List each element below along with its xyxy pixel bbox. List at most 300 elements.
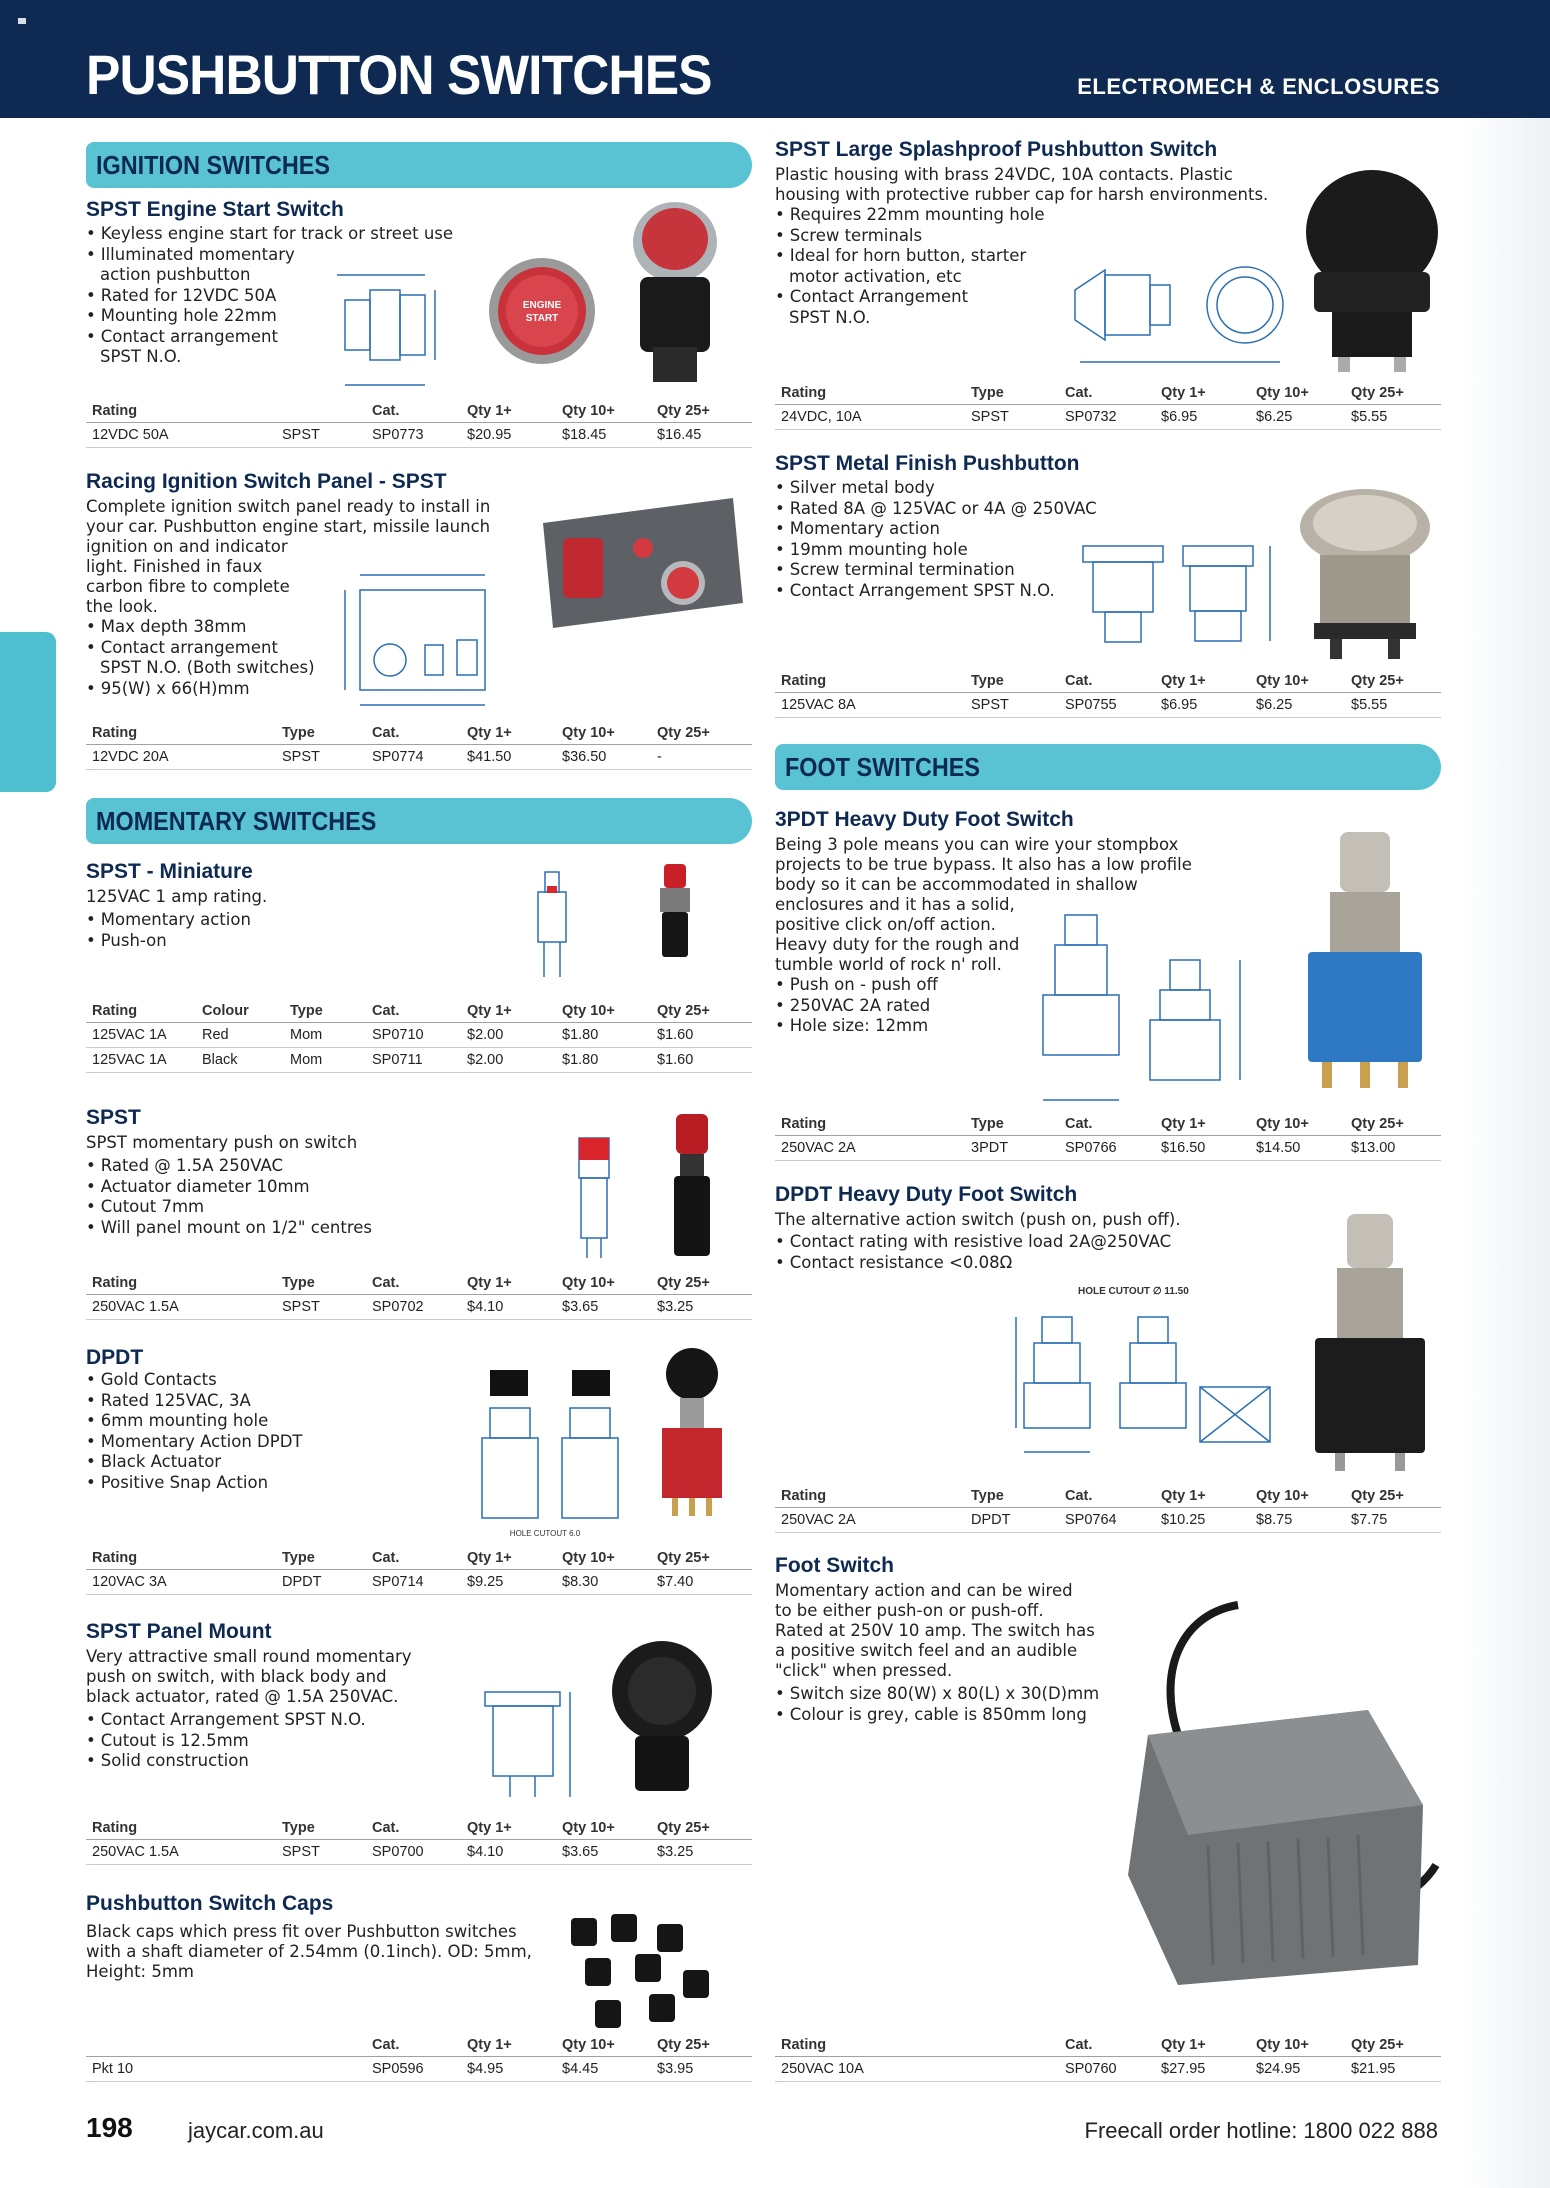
table-row — [86, 422, 752, 447]
table-cell: $7.40 — [651, 1569, 752, 1594]
table-cell: - — [651, 744, 752, 769]
table-cell: $3.65 — [556, 1839, 651, 1864]
table-cell: $5.55 — [1345, 692, 1441, 717]
spec-table-spst-miniature — [86, 998, 752, 1073]
desc-line: Very attractive small round momentary — [86, 1647, 412, 1666]
col-header: Type — [965, 1111, 1059, 1135]
table-row — [775, 1507, 1441, 1532]
table-cell: 12VDC 50A — [86, 422, 276, 447]
table-cell: $4.10 — [461, 1839, 556, 1864]
table-cell: SP0700 — [366, 1839, 461, 1864]
col-header: Qty 1+ — [1155, 1111, 1250, 1135]
table-cell: $41.50 — [461, 744, 556, 769]
bullet: • Contact arrangement — [86, 638, 752, 659]
col-header — [276, 398, 366, 422]
table-cell: $4.45 — [556, 2056, 651, 2081]
product-title: SPST Panel Mount — [86, 1620, 272, 1643]
product-title: SPST Engine Start Switch — [86, 198, 344, 221]
table-cell: Mom — [284, 1022, 366, 1047]
table-row — [775, 692, 1441, 717]
desc-line: Being 3 pole means you can wire your stompbox — [775, 835, 1179, 854]
col-header: Qty 10+ — [1250, 1483, 1345, 1507]
table-cell: $9.25 — [461, 1569, 556, 1594]
table-row — [86, 1569, 752, 1594]
site-link[interactable]: jaycar.com.au — [188, 2118, 324, 2143]
col-header: Type — [965, 1483, 1059, 1507]
table-cell: 250VAC 2A — [775, 1507, 965, 1532]
bullet: • Black Actuator — [86, 1452, 752, 1473]
bullet: • Illuminated momentary — [86, 245, 752, 266]
col-header: Qty 10+ — [556, 398, 651, 422]
bullet: • Momentary action — [775, 519, 1441, 540]
table-cell: Black — [196, 1047, 284, 1072]
table-cell: SP0760 — [1059, 2056, 1155, 2081]
table-cell: 125VAC 8A — [775, 692, 965, 717]
table-cell: $3.25 — [651, 1294, 752, 1319]
product-title: Foot Switch — [775, 1554, 894, 1577]
bullet: • Silver metal body — [775, 478, 1441, 499]
col-header: Rating — [86, 1815, 276, 1839]
desc-line: your car. Pushbutton engine start, missile launch — [86, 517, 491, 536]
page-title: PUSHBUTTON SWITCHES — [86, 43, 712, 106]
bullet: • Rated @ 1.5A 250VAC — [86, 1156, 752, 1177]
table-cell: SP0764 — [1059, 1507, 1155, 1532]
table-cell: SPST — [276, 422, 366, 447]
col-header: Cat. — [1059, 380, 1155, 404]
desc-line: Heavy duty for the rough and — [775, 935, 1020, 954]
desc-line: push on switch, with black body and — [86, 1667, 387, 1686]
table-cell — [276, 2056, 366, 2081]
col-header: Rating — [775, 2032, 965, 2056]
side-tab — [0, 632, 56, 792]
col-header: Type — [276, 1545, 366, 1569]
spec-table-foot-dpdt — [775, 1483, 1441, 1533]
bullet-list — [86, 1156, 752, 1238]
caps-image — [565, 1910, 720, 2035]
table-cell: $3.25 — [651, 1839, 752, 1864]
dpdt-diagram — [460, 1368, 630, 1540]
col-header: Rating — [775, 668, 965, 692]
col-header: Type — [284, 998, 366, 1022]
bullet: • Positive Snap Action — [86, 1473, 752, 1494]
spec-table-caps — [86, 2032, 752, 2082]
spst-diagram — [565, 1108, 625, 1268]
table-cell: $5.55 — [1345, 404, 1441, 429]
col-header: Qty 10+ — [1250, 1111, 1345, 1135]
desc-line: positive click on/off action. — [775, 915, 996, 934]
col-header: Cat. — [366, 2032, 461, 2056]
col-header: Type — [276, 1270, 366, 1294]
col-header: Qty 10+ — [556, 1270, 651, 1294]
table-cell: $13.00 — [1345, 1135, 1441, 1160]
table-cell: $3.95 — [651, 2056, 752, 2081]
col-header: Rating — [775, 1111, 965, 1135]
table-cell: SPST — [965, 404, 1059, 429]
product-description: 125VAC 1 amp rating. — [86, 887, 268, 906]
col-header: Qty 25+ — [651, 2032, 752, 2056]
page-number: 198 — [86, 2112, 133, 2143]
desc-line: Complete ignition switch panel ready to install in — [86, 497, 491, 516]
bullet: • Max depth 38mm — [86, 617, 752, 638]
table-cell: 250VAC 1.5A — [86, 1839, 276, 1864]
desc-line: Height: 5mm — [86, 1962, 194, 1981]
col-header: Qty 10+ — [556, 1815, 651, 1839]
bullet: • Gold Contacts — [86, 1370, 752, 1391]
desc-line: a positive switch feel and an audible — [775, 1641, 1078, 1660]
col-header: Cat. — [1059, 2032, 1155, 2056]
table-cell: Red — [196, 1022, 284, 1047]
table-cell: DPDT — [276, 1569, 366, 1594]
table-cell: 125VAC 1A — [86, 1022, 196, 1047]
desc-line: projects to be true bypass. It also has a low profile — [775, 855, 1192, 874]
col-header: Rating — [86, 1270, 276, 1294]
table-cell: $2.00 — [461, 1022, 556, 1047]
bullet: • Cutout 7mm — [86, 1197, 752, 1218]
col-header: Qty 1+ — [461, 2032, 556, 2056]
splashproof-image — [1300, 162, 1445, 377]
spec-table-spst — [86, 1270, 752, 1320]
table-cell: 250VAC 1.5A — [86, 1294, 276, 1319]
bullet: • Hole size: 12mm — [775, 1016, 1441, 1037]
product-title: SPST - Miniature — [86, 860, 253, 883]
bullet: • 250VAC 2A rated — [775, 996, 1441, 1017]
table-cell: $16.50 — [1155, 1135, 1250, 1160]
bullet: • Screw terminals — [775, 226, 1441, 247]
panel-mount-image — [605, 1636, 720, 1796]
bullet: • Cutout is 12.5mm — [86, 1731, 752, 1752]
col-header: Cat. — [366, 398, 461, 422]
col-header: Qty 25+ — [651, 998, 752, 1022]
spec-table-splashproof — [775, 380, 1441, 430]
col-header: Qty 1+ — [461, 398, 556, 422]
desc-line: housing with protective rubber cap for harsh environments. — [775, 185, 1269, 204]
table-cell: $4.10 — [461, 1294, 556, 1319]
bullet: SPST N.O. (Both switches) — [100, 658, 315, 677]
engine-start-switch-image — [625, 197, 725, 387]
table-cell: SP0711 — [366, 1047, 461, 1072]
panel-mount-diagram — [475, 1672, 585, 1812]
spst-image — [668, 1112, 716, 1262]
col-header: Qty 25+ — [651, 398, 752, 422]
col-header: Rating — [86, 720, 276, 744]
table-cell: $24.95 — [1250, 2056, 1345, 2081]
spec-table-foot-3pdt — [775, 1111, 1441, 1161]
table-cell: SP0732 — [1059, 404, 1155, 429]
col-header: Qty 25+ — [1345, 1483, 1441, 1507]
product-title: SPST — [86, 1106, 141, 1129]
col-header: Qty 10+ — [556, 2032, 651, 2056]
spst-miniature-diagram — [520, 852, 590, 992]
table-cell: SP0596 — [366, 2056, 461, 2081]
product-description: SPST momentary push on switch — [86, 1133, 358, 1152]
desc-line: enclosures and it has a solid, — [775, 895, 1015, 914]
desc-line: Black caps which press fit over Pushbutton switches — [86, 1922, 517, 1941]
table-cell: $6.95 — [1155, 404, 1250, 429]
image-label: START — [525, 313, 559, 324]
table-row — [775, 1135, 1441, 1160]
bullet: • Colour is grey, cable is 850mm long — [775, 1705, 1441, 1726]
col-header: Rating — [86, 998, 196, 1022]
col-header: Type — [965, 380, 1059, 404]
col-header: Qty 10+ — [556, 998, 651, 1022]
desc-line: tumble world of rock n' roll. — [775, 955, 1002, 974]
table-row — [86, 1839, 752, 1864]
table-row — [86, 1294, 752, 1319]
bullet: • Switch size 80(W) x 80(L) x 30(D)mm — [775, 1684, 1441, 1705]
metal-finish-diagram — [1075, 528, 1305, 663]
bullet: • Actuator diameter 10mm — [86, 1177, 752, 1198]
bullet: • Mounting hole 22mm — [86, 306, 752, 327]
engine-start-diagram — [325, 255, 465, 395]
product-title: DPDT — [86, 1346, 144, 1369]
col-header: Qty 1+ — [1155, 380, 1250, 404]
bullet: • Rated 8A @ 125VAC or 4A @ 250VAC — [775, 499, 1441, 520]
menu-icon[interactable] — [18, 18, 26, 24]
bullet: • Contact resistance <0.08Ω — [775, 1253, 1441, 1274]
col-header: Cat. — [1059, 668, 1155, 692]
col-header — [276, 2032, 366, 2056]
desc-line: carbon fibre to complete — [86, 577, 290, 596]
bullet: • Requires 22mm mounting hole — [775, 205, 1441, 226]
table-row — [86, 2056, 752, 2081]
desc-line: Rated at 250V 10 amp. The switch has — [775, 1621, 1095, 1640]
foot-dpdt-diagram — [1000, 1282, 1275, 1482]
bullet: • 95(W) x 66(H)mm — [86, 679, 752, 700]
col-header: Qty 1+ — [1155, 1483, 1250, 1507]
desc-line: with a shaft diameter of 2.54mm (0.1inch). OD: 5mm, — [86, 1942, 532, 1961]
bullet: • Will panel mount on 1/2" centres — [86, 1218, 752, 1239]
desc-line: body so it can be accommodated in shallow — [775, 875, 1138, 894]
col-header: Qty 25+ — [651, 720, 752, 744]
bullet: • Contact Arrangement — [775, 287, 1441, 308]
table-cell: SPST — [276, 1839, 366, 1864]
col-header: Rating — [86, 398, 276, 422]
table-cell: $36.50 — [556, 744, 651, 769]
table-cell: $6.95 — [1155, 692, 1250, 717]
table-cell: $7.75 — [1345, 1507, 1441, 1532]
table-cell: $1.60 — [651, 1022, 752, 1047]
col-header: Qty 1+ — [1155, 2032, 1250, 2056]
table-cell: SP0774 — [366, 744, 461, 769]
bullet: • Screw terminal termination — [775, 560, 1441, 581]
bullet: • Push on - push off — [775, 975, 1441, 996]
product-title: Pushbutton Switch Caps — [86, 1892, 334, 1915]
bullet: • Contact rating with resistive load 2A@250VAC — [775, 1232, 1441, 1253]
spec-table-dpdt — [86, 1545, 752, 1595]
table-cell: SP0710 — [366, 1022, 461, 1047]
col-header: Cat. — [366, 1545, 461, 1569]
col-header: Rating — [775, 1483, 965, 1507]
col-header: Qty 10+ — [1250, 668, 1345, 692]
category-title: MOMENTARY SWITCHES — [96, 806, 377, 836]
bullet: • Rated for 12VDC 50A — [86, 286, 752, 307]
col-header: Rating — [775, 380, 965, 404]
desc-line: Plastic housing with brass 24VDC, 10A contacts. Plastic — [775, 165, 1233, 184]
col-header: Cat. — [366, 998, 461, 1022]
table-cell: $8.75 — [1250, 1507, 1345, 1532]
product-description: The alternative action switch (push on, push off). — [775, 1210, 1181, 1229]
table-cell: $3.65 — [556, 1294, 651, 1319]
col-header: Type — [276, 1815, 366, 1839]
table-cell: $1.80 — [556, 1047, 651, 1072]
bullet: SPST N.O. — [789, 307, 871, 327]
spec-table-panel-mount — [86, 1815, 752, 1865]
bullet: • Ideal for horn button, starter — [775, 246, 1441, 267]
diagram-label: HOLE CUTOUT ∅ 11.50 — [1078, 1286, 1189, 1297]
table-row — [86, 1022, 752, 1047]
desc-line: the look. — [86, 597, 158, 616]
category-banner-foot — [775, 744, 1441, 790]
table-cell: 120VAC 3A — [86, 1569, 276, 1594]
col-header: Qty 10+ — [1250, 2032, 1345, 2056]
spec-table-racing-panel — [86, 720, 752, 770]
spec-table-engine-start — [86, 398, 752, 448]
bullet: • Momentary Action DPDT — [86, 1432, 752, 1453]
col-header: Qty 25+ — [1345, 1111, 1441, 1135]
table-cell: $1.80 — [556, 1022, 651, 1047]
col-header: Qty 1+ — [461, 1545, 556, 1569]
table-cell: $1.60 — [651, 1047, 752, 1072]
table-cell: SPST — [965, 692, 1059, 717]
table-cell: 12VDC 20A — [86, 744, 276, 769]
col-header: Qty 1+ — [461, 1270, 556, 1294]
table-cell: 250VAC 10A — [775, 2056, 965, 2081]
bullet: motor activation, etc — [789, 266, 962, 286]
foot-switch-image — [1118, 1595, 1443, 2025]
table-cell: $4.95 — [461, 2056, 556, 2081]
col-header: Qty 1+ — [461, 1815, 556, 1839]
bullet: • Contact Arrangement SPST N.O. — [775, 581, 1441, 602]
table-cell: $8.30 — [556, 1569, 651, 1594]
col-header: Rating — [86, 1545, 276, 1569]
table-cell: SP0714 — [366, 1569, 461, 1594]
col-header: Qty 25+ — [651, 1270, 752, 1294]
table-cell: $20.95 — [461, 422, 556, 447]
category-banner-ignition — [86, 142, 752, 188]
desc-line: black actuator, rated @ 1.5A 250VAC. — [86, 1687, 399, 1706]
desc-line: light. Finished in faux — [86, 557, 263, 576]
table-cell: 125VAC 1A — [86, 1047, 196, 1072]
col-header: Qty 10+ — [1250, 380, 1345, 404]
category-title: FOOT SWITCHES — [785, 752, 981, 782]
col-header: Colour — [196, 998, 284, 1022]
table-row — [86, 1047, 752, 1072]
table-row — [775, 404, 1441, 429]
col-header: Qty 10+ — [556, 1545, 651, 1569]
product-title: SPST Large Splashproof Pushbutton Switch — [775, 138, 1218, 161]
table-cell: $21.95 — [1345, 2056, 1441, 2081]
bullet: • Keyless engine start for track or street use — [86, 224, 752, 245]
page-header — [0, 0, 1550, 118]
table-row — [86, 744, 752, 769]
spec-table-metal-finish — [775, 668, 1441, 718]
col-header: Cat. — [366, 720, 461, 744]
product-title: 3PDT Heavy Duty Foot Switch — [775, 808, 1074, 831]
col-header: Cat. — [1059, 1111, 1155, 1135]
table-cell: SPST — [276, 744, 366, 769]
desc-line: "click" when pressed. — [775, 1661, 953, 1680]
bullet: • 19mm mounting hole — [775, 540, 1441, 561]
bullet: • Push-on — [86, 931, 752, 952]
col-header: Cat. — [366, 1270, 461, 1294]
bullet: • Contact arrangement — [86, 327, 752, 348]
col-header: Qty 25+ — [1345, 668, 1441, 692]
racing-panel-image — [533, 493, 748, 633]
engine-start-button-image — [487, 253, 597, 368]
col-header: Qty 25+ — [1345, 2032, 1441, 2056]
table-cell: DPDT — [965, 1507, 1059, 1532]
col-header: Type — [965, 668, 1059, 692]
product-title: Racing Ignition Switch Panel - SPST — [86, 470, 447, 493]
section-label: ELECTROMECH & ENCLOSURES — [1077, 74, 1440, 99]
foot-3pdt-image — [1300, 828, 1430, 1100]
bullet: • Contact Arrangement SPST N.O. — [86, 1710, 752, 1731]
product-title: DPDT Heavy Duty Foot Switch — [775, 1183, 1078, 1206]
col-header: Qty 1+ — [461, 720, 556, 744]
product-spst — [86, 1106, 752, 1238]
table-cell: SPST — [276, 1294, 366, 1319]
bullet: action pushbutton — [100, 265, 251, 284]
table-cell: Mom — [284, 1047, 366, 1072]
desc-line: to be either push-on or push-off. — [775, 1601, 1044, 1620]
table-cell: 250VAC 2A — [775, 1135, 965, 1160]
spst-miniature-image — [650, 862, 700, 972]
spec-table-foot-switch — [775, 2032, 1441, 2082]
table-cell: $2.00 — [461, 1047, 556, 1072]
category-banner-momentary — [86, 798, 752, 844]
table-cell — [965, 2056, 1059, 2081]
dpdt-image — [652, 1346, 732, 1518]
desc-line: Momentary action and can be wired — [775, 1581, 1073, 1600]
table-cell: 3PDT — [965, 1135, 1059, 1160]
table-cell: $16.45 — [651, 422, 752, 447]
col-header — [965, 2032, 1059, 2056]
col-header: Cat. — [366, 1815, 461, 1839]
table-cell: SP0755 — [1059, 692, 1155, 717]
table-cell: SP0702 — [366, 1294, 461, 1319]
metal-finish-image — [1290, 485, 1440, 665]
col-header: Qty 25+ — [651, 1545, 752, 1569]
foot-3pdt-diagram — [1035, 905, 1250, 1110]
col-header: Qty 1+ — [461, 998, 556, 1022]
hotline-text: Freecall order hotline: 1800 022 888 — [1084, 2118, 1438, 2143]
col-header: Qty 1+ — [1155, 668, 1250, 692]
bullet: SPST N.O. — [100, 347, 182, 366]
product-title: SPST Metal Finish Pushbutton — [775, 452, 1080, 475]
bullet: • Solid construction — [86, 1751, 752, 1772]
col-header: Qty 10+ — [556, 720, 651, 744]
col-header: Qty 25+ — [651, 1815, 752, 1839]
table-cell: SP0766 — [1059, 1135, 1155, 1160]
col-header: Cat. — [1059, 1483, 1155, 1507]
table-cell: $14.50 — [1250, 1135, 1345, 1160]
table-cell: 24VDC, 10A — [775, 404, 965, 429]
foot-dpdt-image — [1305, 1210, 1435, 1475]
image-label: ENGINE — [522, 300, 562, 311]
table-cell: SP0773 — [366, 422, 461, 447]
diagram-label: HOLE CUTOUT 6.0 — [509, 1529, 581, 1538]
table-cell: $10.25 — [1155, 1507, 1250, 1532]
col-header: Type — [276, 720, 366, 744]
table-cell: $6.25 — [1250, 404, 1345, 429]
bullet: • Momentary action — [86, 910, 752, 931]
table-cell: $27.95 — [1155, 2056, 1250, 2081]
col-header — [86, 2032, 276, 2056]
splashproof-diagram — [1065, 250, 1300, 370]
table-cell: Pkt 10 — [86, 2056, 276, 2081]
racing-panel-diagram — [335, 565, 505, 715]
table-row — [775, 2056, 1441, 2081]
